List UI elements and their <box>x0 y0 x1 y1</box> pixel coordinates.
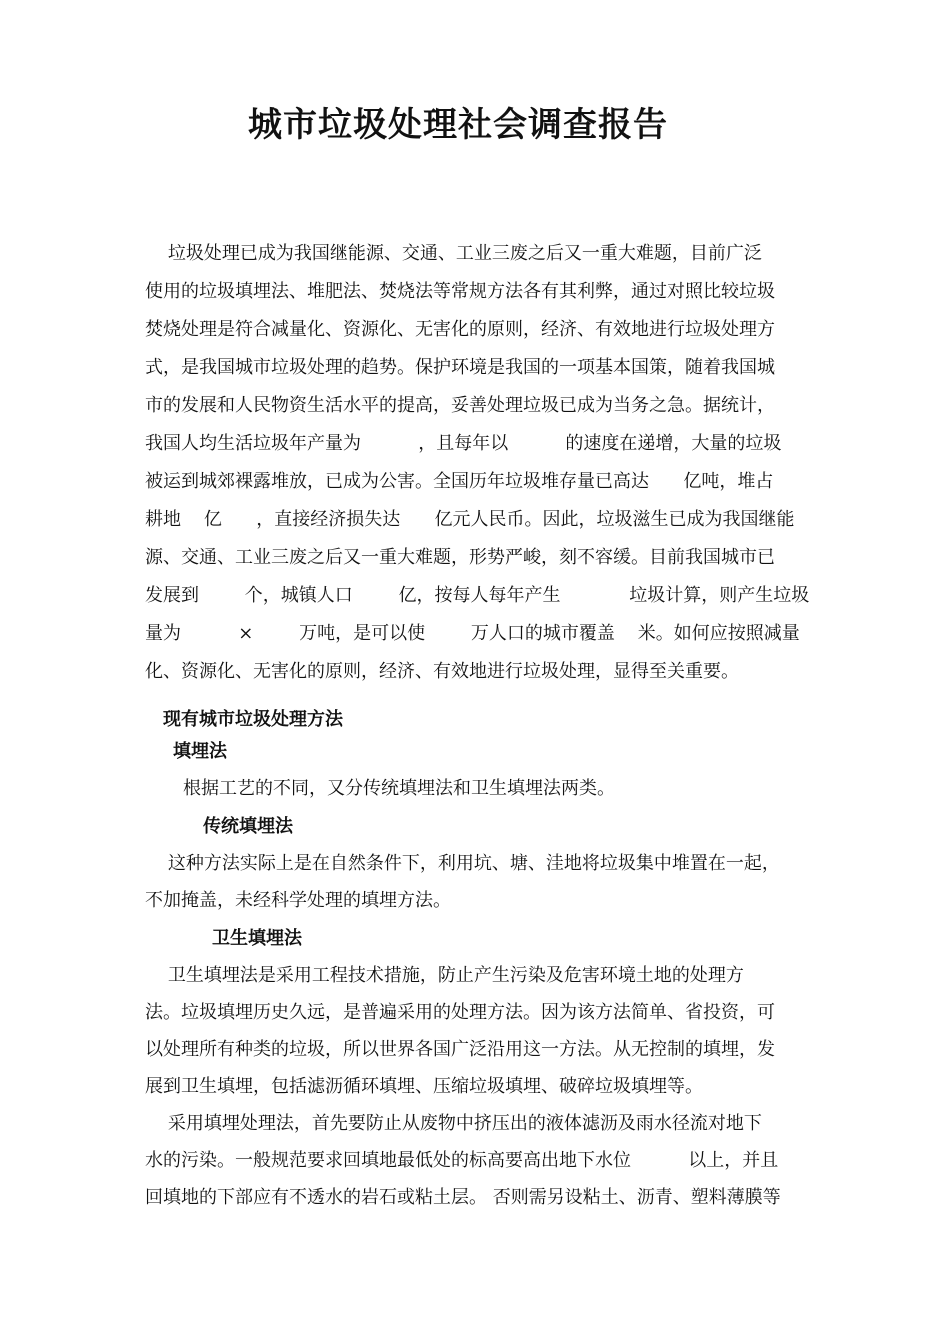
sanitary-heading: 卫生填埋法 <box>212 928 302 949</box>
method-line: 回填地的下部应有不透水的岩石或粘土层。 否则需另设粘土、沥青、塑料薄膜等 <box>145 1187 781 1208</box>
sanitary-line: 展到卫生填埋，包括滤沥循环填埋、压缩垃圾填埋、破碎垃圾填埋等。 <box>145 1076 703 1097</box>
traditional-line: 这种方法实际上是在自然条件下，利用坑、塘、洼地将垃圾集中堆置在一起， <box>145 853 780 874</box>
intro-line: 被运到城郊裸露堆放，已成为公害。全国历年垃圾堆存量已高达 亿吨，堆占 <box>145 471 774 492</box>
section-heading: 现有城市垃圾处理方法 <box>163 709 343 730</box>
traditional-line: 不加掩盖，未经科学处理的填埋方法。 <box>145 890 451 911</box>
intro-line: 发展到 个，城镇人口 亿，按每人每年产生 垃圾计算，则产生垃圾 <box>145 585 810 606</box>
intro-line: 化、资源化、无害化的原则，经济、有效地进行垃圾处理，显得至关重要。 <box>145 661 739 682</box>
subsection-intro: 根据工艺的不同，又分传统填埋法和卫生填埋法两类。 <box>183 778 615 799</box>
intro-line: 垃圾处理已成为我国继能源、交通、工业三废之后又一重大难题，目前广泛 <box>145 243 762 264</box>
traditional-heading: 传统填埋法 <box>203 816 293 837</box>
sanitary-line: 法。垃圾填埋历史久远，是普遍采用的处理方法。因为该方法简单、省投资，可 <box>145 1002 775 1023</box>
sanitary-line: 卫生填埋法是采用工程技术措施，防止产生污染及危害环境土地的处理方 <box>145 965 744 986</box>
method-line: 采用填埋处理法，首先要防止从废物中挤压出的液体滤沥及雨水径流对地下 <box>145 1113 762 1134</box>
intro-line: 使用的垃圾填埋法、堆肥法、焚烧法等常规方法各有其利弊，通过对照比较垃圾 <box>145 281 775 302</box>
sanitary-line: 以处理所有种类的垃圾，所以世界各国广泛沿用这一方法。从无控制的填埋，发 <box>145 1039 775 1060</box>
intro-line: 量为 × 万吨，是可以使 万人口的城市覆盖 米。如何应按照减量 <box>145 623 800 644</box>
intro-line: 我国人均生活垃圾年产量为 ，且每年以 的速度在递增，大量的垃圾 <box>145 433 782 454</box>
intro-line: 式，是我国城市垃圾处理的趋势。保护环境是我国的一项基本国策，随着我国城 <box>145 357 775 378</box>
intro-line: 耕地 亿 ，直接经济损失达 亿元人民币。因此，垃圾滋生已成为我国继能 <box>145 509 795 530</box>
intro-line: 源、交通、工业三废之后又一重大难题，形势严峻，刻不容缓。目前我国城市已 <box>145 547 775 568</box>
intro-line: 焚烧处理是符合减量化、资源化、无害化的原则，经济、有效地进行垃圾处理方 <box>145 319 775 340</box>
method-line: 水的污染。一般规范要求回填地最低处的标高要高出地下水位 以上，并且 <box>145 1150 779 1171</box>
document-title: 城市垃圾处理社会调查报告 <box>248 105 668 145</box>
intro-line: 市的发展和人民物资生活水平的提高，妥善处理垃圾已成为当务之急。据统计， <box>145 395 775 416</box>
subsection-heading: 填埋法 <box>173 741 227 762</box>
